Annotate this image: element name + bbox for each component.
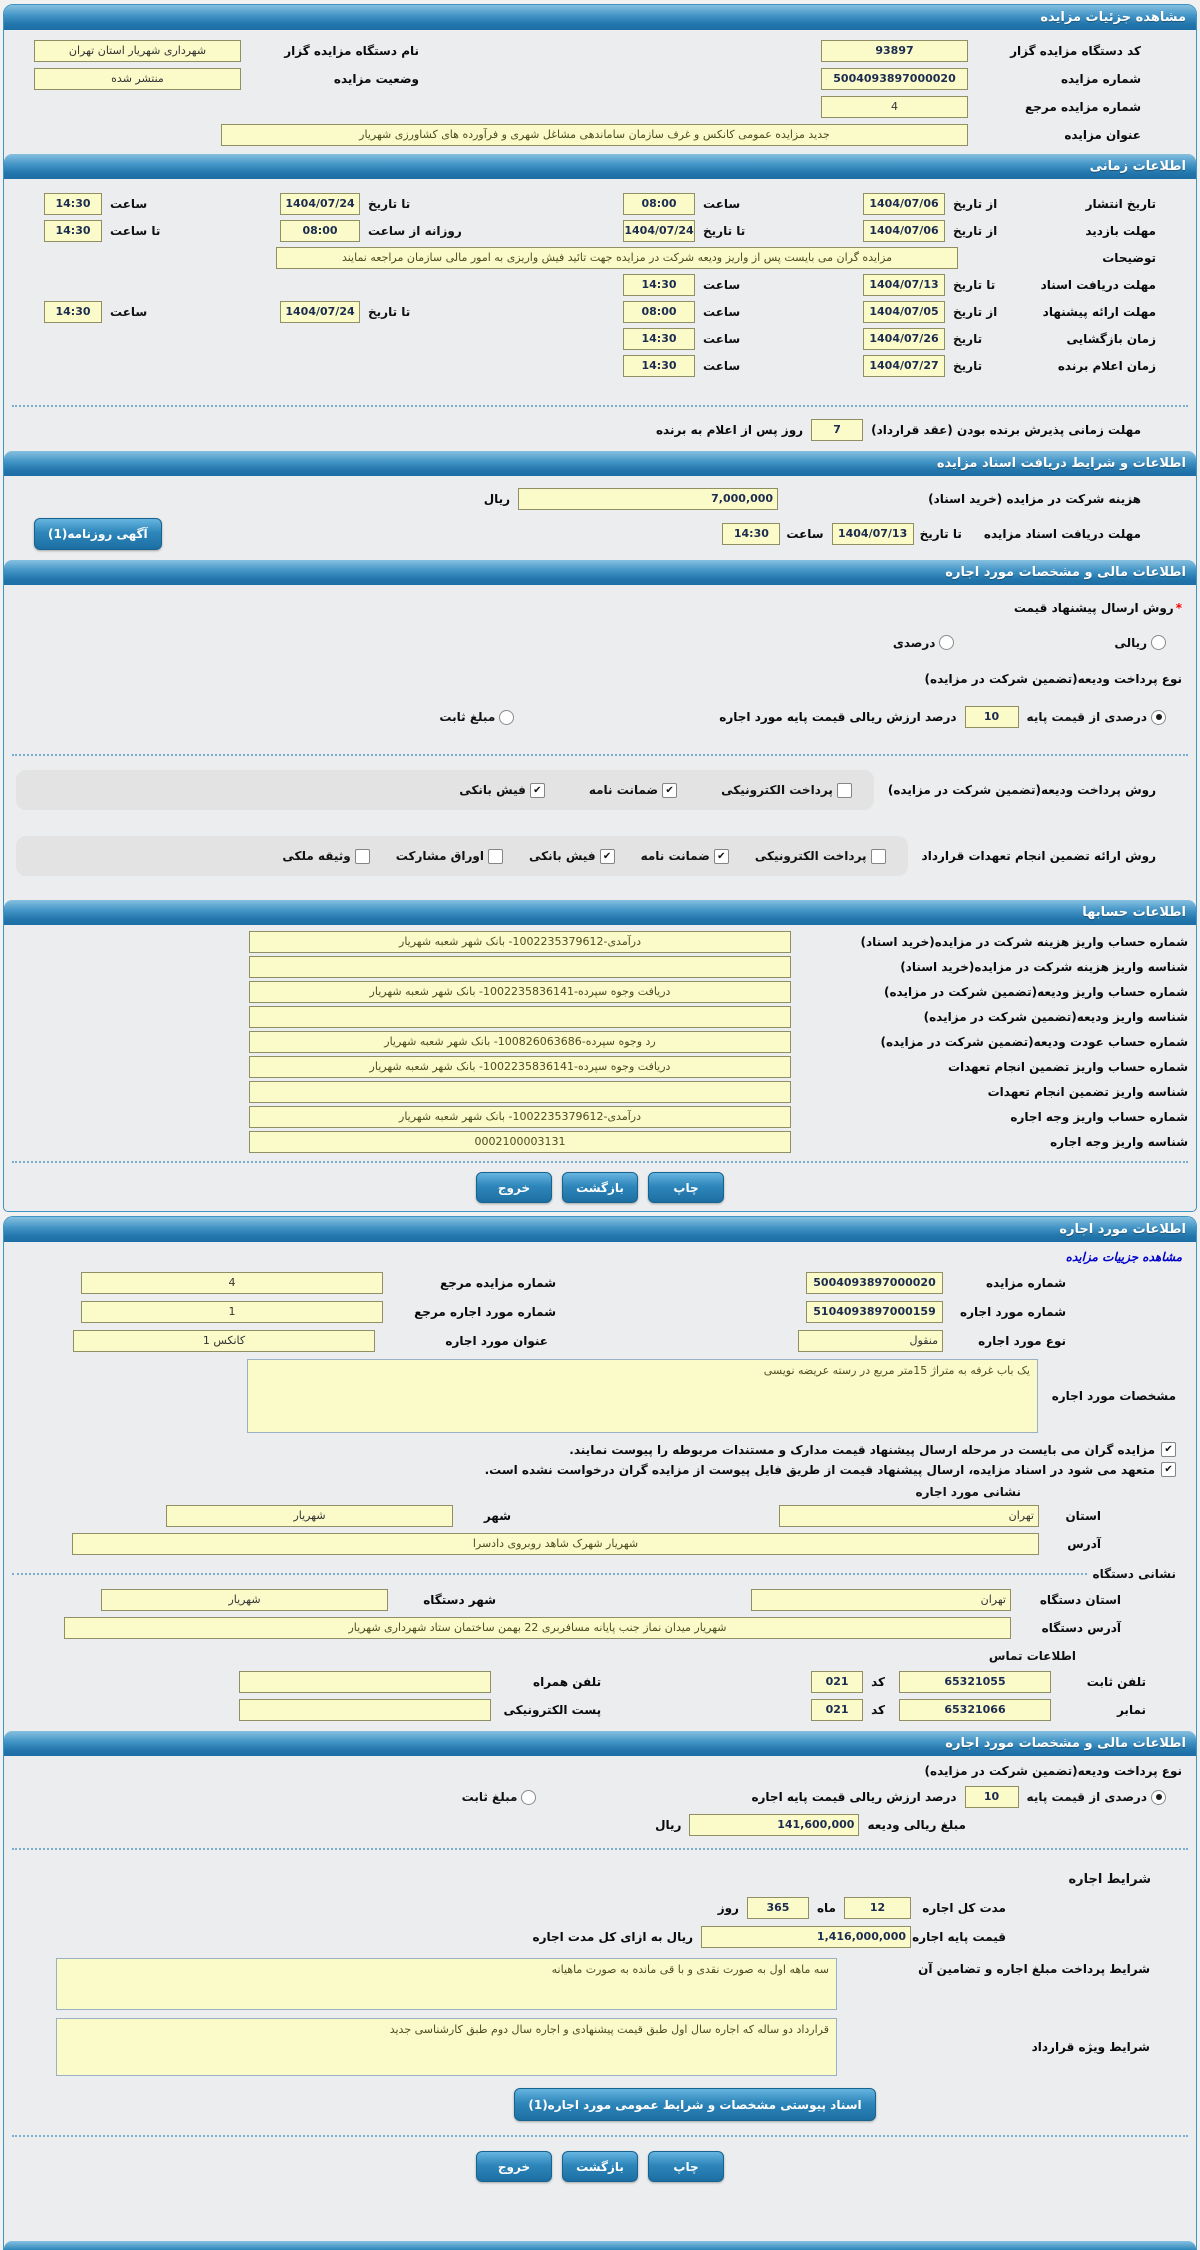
base-price-suffix: ریال به ازای کل مدت اجاره [532, 1930, 693, 1944]
account-row [12, 1081, 1188, 1103]
deposit-amount-label: مبلغ ریالی ودیعه [867, 1818, 966, 1832]
row-org-address [4, 1617, 1121, 1639]
item-ref-label: شماره مورد اجاره مرجع [414, 1305, 556, 1319]
docs-deadline-label: مهلت دریافت اسناد مزایده [983, 527, 1141, 541]
time-row-offer [4, 301, 1156, 323]
date-word: تا تاریخ [953, 278, 996, 292]
fee-field[interactable]: 7,000,000 [518, 488, 778, 510]
checkbox-option[interactable] [396, 849, 503, 864]
account-row [12, 1106, 1188, 1128]
row-deposit-type [4, 672, 1182, 686]
accounts-list [4, 931, 1196, 1153]
fixed-amount-option[interactable] [439, 710, 514, 725]
time-row-label: مهلت ارائه پیشنهاد [1042, 305, 1156, 319]
fee-unit: ریال [483, 492, 511, 506]
date-field[interactable]: 1404/07/27 [863, 355, 945, 377]
deposit-method-band [16, 770, 874, 810]
account-label: شناسه واریز ودیعه(تضمین شرکت در مزایده) [923, 1010, 1188, 1024]
checkbox-option[interactable] [641, 849, 729, 864]
address-label: آدرس [1067, 1537, 1101, 1551]
account-field[interactable]: دریافت وجوه سپرده-1002235836141- بانک شهر شعبه شهریار [249, 981, 791, 1003]
account-label: شناسه واریز وجه اجاره [1050, 1135, 1188, 1149]
checkbox-label: اوراق مشارکت [395, 849, 485, 863]
mobile-field[interactable] [239, 1671, 491, 1693]
accept-days-field[interactable]: 7 [811, 419, 863, 441]
time-row-label: تاریخ انتشار [1085, 197, 1156, 211]
account-field[interactable] [249, 1081, 791, 1103]
date-word: از تاریخ [953, 305, 998, 319]
row-deposit-type-2 [4, 1764, 1182, 1778]
percent-suffix-label-2: درصد ارزش ریالی قیمت پایه اجاره [751, 1790, 957, 1804]
description-field[interactable]: مزایده گران می بایست پس از واریز ودیعه شرکت در مزایده جهت تائید فیش واریزی به امور مالی سازمان مراجعه نمایند [276, 247, 958, 269]
auction-ref-field[interactable]: 4 [81, 1272, 383, 1294]
row-lease-duration [4, 1897, 1006, 1919]
date-field[interactable]: 1404/07/06 [863, 220, 945, 242]
province-field[interactable]: تهران [779, 1505, 1039, 1527]
item-no-field[interactable]: 5104093897000159 [806, 1301, 943, 1323]
row-auction-numbers [34, 1272, 1066, 1294]
lease-terms-title: شرایط اجاره [1068, 1872, 1151, 1887]
date-field[interactable]: 1404/07/06 [863, 193, 945, 215]
contact-header [4, 1649, 1076, 1663]
deposit-method-label: روش پرداخت ودیعه(تضمین شرکت در مزایده) [887, 783, 1156, 797]
item-address-header [4, 1485, 1021, 1499]
account-row [12, 956, 1188, 978]
mobile-label: تلفن همراه [533, 1675, 602, 1689]
percent-of-base-option[interactable] [1027, 710, 1166, 725]
deposit-percent-field[interactable]: 10 [965, 706, 1019, 728]
no-file-required-checkbox[interactable] [1161, 1462, 1176, 1477]
auction-number-label: شماره مزایده [1060, 72, 1141, 86]
exit-button[interactable]: خروج [476, 1172, 552, 1203]
org-province-field[interactable]: تهران [751, 1589, 1011, 1611]
checkbox-label: پرداخت الکترونیکی [754, 849, 867, 863]
docs-section-title: اطلاعات و شرایط دریافت اسناد مزایده [936, 456, 1186, 471]
print-button[interactable]: چاپ [648, 2151, 724, 2182]
accept-deadline-suffix: روز پس از اعلام به برنده [655, 423, 804, 437]
separator [12, 405, 1188, 407]
time-field[interactable]: 14:30 [623, 355, 695, 377]
percent-of-base-radio-2[interactable] [1151, 1790, 1166, 1805]
checkbox-option[interactable] [721, 783, 852, 798]
accounts-section-bar [4, 900, 1196, 925]
description-label: توضیحات [1102, 251, 1156, 265]
row-participation-fee [34, 488, 1141, 510]
date-word: تا تاریخ [368, 197, 411, 211]
fax-field[interactable]: 65321066 [899, 1699, 1051, 1721]
account-field[interactable]: درآمدی-1002235379612- بانک شهر شعبه شهریار [249, 1106, 791, 1128]
time-section-bar [4, 154, 1196, 179]
row-auction-title [34, 124, 1141, 146]
time-row-label: مهلت دریافت اسناد [1040, 278, 1156, 292]
fixed-amount-radio-2[interactable] [521, 1790, 536, 1805]
time-section-title: اطلاعات زمانی [1089, 159, 1186, 174]
percent-suffix-label: درصد ارزش ریالی قیمت پایه مورد اجاره [719, 710, 957, 724]
date-field[interactable]: 1404/07/05 [863, 301, 945, 323]
account-label: شماره حساب عودت ودیعه(تضمین شرکت در مزایده) [880, 1035, 1188, 1049]
base-price-label: قیمت پایه اجاره [912, 1930, 1006, 1944]
account-field[interactable] [249, 956, 791, 978]
payment-terms-textarea[interactable]: سه ماهه اول به صورت نقدی و با قی مانده به صورت ماهیانه [56, 1958, 837, 2010]
financial-section-title: اطلاعات مالی و مشخصات مورد اجاره [945, 565, 1186, 580]
deposit-amount-field[interactable]: 141,600,000 [689, 1814, 859, 1836]
hour-word: ساعت [703, 305, 741, 319]
item-no-label: شماره مورد اجاره [960, 1305, 1066, 1319]
percent-of-base-label: درصدی از قیمت پایه [1026, 710, 1147, 724]
required-asterisk: * [1175, 601, 1182, 615]
hour-word: روزانه از ساعت [368, 224, 462, 238]
org-address-header [4, 1567, 1176, 1581]
date-word: تاریخ [953, 332, 983, 346]
date-word: تا تاریخ [703, 224, 746, 238]
auction-details-panel [3, 4, 1197, 1212]
guarantee-letter-checkbox[interactable] [714, 849, 729, 864]
account-label: شماره حساب واریز ودیعه(تضمین شرکت در مزایده) [883, 985, 1188, 999]
row-item-specs [4, 1359, 1176, 1433]
separator [12, 1848, 1188, 1850]
org-city-field[interactable]: شهریار [101, 1589, 388, 1611]
separator [12, 1573, 1087, 1575]
account-field[interactable]: دریافت وجوه سپرده-1002235836141- بانک شهر شعبه شهریار [249, 1056, 791, 1078]
row-attachments [4, 2088, 1196, 2121]
fee-label: هزینه شرکت در مزایده (خرید اسناد) [928, 492, 1141, 506]
date-word: از تاریخ [953, 197, 998, 211]
percent-of-base-radio[interactable] [1151, 710, 1166, 725]
separator [12, 754, 1188, 756]
time-row-opening [4, 328, 1156, 350]
footer-bar [4, 2241, 1196, 2250]
email-field[interactable] [239, 1699, 491, 1721]
row-view-link [4, 1250, 1182, 1264]
fixed-amount-radio[interactable] [499, 710, 514, 725]
bonds-checkbox[interactable] [488, 849, 503, 864]
account-field[interactable] [249, 1006, 791, 1028]
panel2-actions [4, 2151, 1196, 2182]
account-field[interactable]: 0002100003131 [249, 1131, 791, 1153]
row-deposit-amount [4, 1814, 966, 1836]
row-accept-deadline [4, 419, 1141, 441]
auction-number-field[interactable]: 5004093897000020 [821, 68, 968, 90]
time-row-label: مهلت بازدید [1085, 224, 1156, 238]
rial-unit: ریال [655, 1818, 682, 1832]
hour-word: ساعت [110, 305, 148, 319]
fixed-amount-option-2[interactable] [462, 1790, 537, 1805]
docs-deadline-date-field[interactable]: 1404/07/13 [832, 523, 914, 545]
guarantee-method-label: روش ارائه تضمین انجام تعهدات قرارداد [921, 849, 1156, 863]
date-field[interactable]: 1404/07/24 [280, 301, 360, 323]
auction-status-pair [34, 68, 419, 90]
lease-terms-header [4, 1872, 1151, 1887]
checkbox-option[interactable] [755, 849, 886, 864]
item-type-label: نوع مورد اجاره [978, 1334, 1066, 1348]
email-label: پست الکترونیکی [503, 1703, 602, 1717]
months-field[interactable]: 12 [844, 1897, 911, 1919]
time-field[interactable]: 14:30 [44, 220, 102, 242]
financial-section-bar [4, 560, 1196, 585]
panel1-title-bar [4, 5, 1196, 30]
item-address-title: نشانی مورد اجاره [915, 1485, 1021, 1499]
separator [12, 2135, 1188, 2137]
row-item-numbers [34, 1301, 1066, 1323]
org-city-label: شهر دستگاه [423, 1593, 496, 1607]
hour-word: ساعت [703, 278, 741, 292]
row-statement-1 [4, 1442, 1176, 1457]
item-title-label: عنوان مورد اجاره [445, 1334, 548, 1348]
time-row-description [4, 247, 1156, 269]
city-field[interactable]: شهریار [166, 1505, 453, 1527]
account-label: شناسه واریز هزینه شرکت در مزایده(خرید اسناد) [900, 960, 1188, 974]
back-button[interactable]: بازگشت [562, 1172, 638, 1203]
account-row [12, 1056, 1188, 1078]
deposit-percent-field-2[interactable]: 10 [965, 1786, 1019, 1808]
row-auction-number [34, 68, 1141, 90]
time-row-label: زمان بازگشایی [1066, 332, 1156, 346]
accept-deadline-label: مهلت زمانی پذیرش برنده بودن (عقد قرارداد) [871, 423, 1141, 437]
property-collateral-checkbox[interactable] [355, 849, 370, 864]
province-label: استان [1065, 1509, 1101, 1523]
checkbox-option[interactable] [282, 849, 369, 864]
org-address-field[interactable]: شهریار میدان نماز جنب پایانه مسافربری 22 بهمن ساختمان ستاد شهرداری شهریار [64, 1617, 1011, 1639]
code-label: کد [871, 1675, 885, 1689]
date-word: تاریخ [953, 359, 983, 373]
special-terms-label: شرایط ویژه قرارداد [1031, 2040, 1150, 2054]
days-field[interactable]: 365 [747, 1897, 809, 1919]
date-word: تا تاریخ [919, 527, 962, 541]
row-send-method-options [4, 635, 1166, 650]
date-word: تا تاریخ [368, 305, 411, 319]
row-base-price [4, 1926, 1006, 1948]
checkbox-label: فیش بانکی [529, 849, 596, 863]
row-guarantee-method [16, 836, 1156, 876]
fax-code-field[interactable]: 021 [811, 1699, 863, 1721]
code-label: کد [871, 1703, 885, 1717]
date-field[interactable]: 1404/07/13 [863, 274, 945, 296]
agency-name-pair [34, 40, 419, 62]
rial-radio-label: ریالی [1114, 635, 1147, 650]
back-button[interactable]: بازگشت [562, 2151, 638, 2182]
time-row-winner [4, 355, 1156, 377]
percent-radio-option[interactable] [893, 635, 955, 650]
panel2-title-bar [4, 1217, 1196, 1242]
auction-status-field[interactable]: منتشر شده [34, 68, 241, 90]
date-field[interactable]: 1404/07/24 [623, 220, 695, 242]
special-terms-textarea[interactable]: قرارداد دو ساله که اجاره سال اول طبق قیمت پیشنهادی و اجاره سال دوم طبق کارشناسی جدید [56, 2018, 837, 2076]
account-row [12, 931, 1188, 953]
hour-word: تا ساعت [110, 224, 161, 238]
hour-word: ساعت [703, 359, 741, 373]
checkbox-label: ضمانت نامه [640, 849, 710, 863]
hour-word: ساعت [110, 197, 148, 211]
org-province-label: استان دستگاه [1039, 1593, 1121, 1607]
auction-title-label: عنوان مزایده [1064, 128, 1141, 142]
docs-section-bar [4, 451, 1196, 476]
newspaper-ad-button[interactable]: آگهی روزنامه(1) [34, 518, 162, 550]
time-row-label: زمان اعلام برنده [1057, 359, 1156, 373]
time-row-docs-deadline [4, 274, 1156, 296]
row-phone [4, 1671, 1146, 1693]
account-row [12, 981, 1188, 1003]
auction-ref-label: شماره مزایده مرجع [440, 1276, 556, 1290]
row-send-method [4, 601, 1182, 615]
percent-of-base-option-2[interactable] [1027, 1790, 1166, 1805]
row-agency-code [34, 40, 1141, 62]
panel1-actions [4, 1172, 1196, 1203]
agency-name-field[interactable]: شهرداری شهریار استان تهران [34, 40, 241, 62]
panel2-financial-title: اطلاعات مالی و مشخصات مورد اجاره [945, 1736, 1186, 1751]
item-ref-field[interactable]: 1 [81, 1301, 383, 1323]
account-row [12, 1006, 1188, 1028]
statement-text: مزایده گران می بایست در مرحله ارسال پیشنهاد قیمت مدارک و مستندات مربوطه را پیوست نمایند. [569, 1442, 1155, 1457]
item-specs-textarea[interactable]: یک باب غرفه به متراژ 15متر مربع در رسته عریضه نویسی [247, 1359, 1038, 1433]
time-row-visit [4, 220, 1156, 242]
account-field[interactable]: درآمدی-1002235379612- بانک شهر شعبه شهریار [249, 931, 791, 953]
page-title: مشاهده جزئیات مزایده [1040, 10, 1186, 25]
item-type-field[interactable]: منقول [798, 1330, 943, 1352]
phone-label: تلفن ثابت [1086, 1675, 1146, 1689]
bank-slip-checkbox[interactable] [600, 849, 615, 864]
time-field[interactable]: 08:00 [623, 301, 695, 323]
row-item-address [4, 1533, 1101, 1555]
date-word: از تاریخ [953, 224, 998, 238]
hour-word: ساعت [703, 197, 741, 211]
row-fax [4, 1699, 1146, 1721]
row-item-province-city [4, 1505, 1101, 1527]
time-field[interactable]: 14:30 [44, 301, 102, 323]
date-field[interactable]: 1404/07/26 [863, 328, 945, 350]
panel2-financial-bar [4, 1731, 1196, 1756]
item-specs-label: مشخصات مورد اجاره [1051, 1389, 1176, 1403]
account-field[interactable]: رد وجوه سپرده-100826063686- بانک شهر شعبه شهریار [249, 1031, 791, 1053]
row-auction-ref [34, 96, 1141, 118]
electronic-payment-checkbox[interactable] [871, 849, 886, 864]
item-title-field[interactable]: کانکس 1 [73, 1330, 375, 1352]
account-label: شماره حساب واریز تضمین انجام تعهدات [947, 1060, 1188, 1074]
auction-title-field[interactable]: جدید مزایده عمومی کانکس و غرف سازمان ساماندهی مشاغل شهری و فرآورده های کشاورزی شهریار [221, 124, 968, 146]
fax-label: نمابر [1116, 1703, 1146, 1717]
hour-word: ساعت [786, 527, 824, 541]
row-deposit-method [16, 770, 1156, 810]
panel2-title: اطلاعات مورد اجاره [1059, 1222, 1186, 1237]
org-address-title: نشانی دستگاه [1092, 1567, 1176, 1581]
auction-ref-field[interactable]: 4 [821, 96, 968, 118]
account-label: شناسه واریز تضمین انجام تعهدات [987, 1085, 1188, 1099]
account-row [12, 1131, 1188, 1153]
fixed-amount-label: مبلغ ثابت [439, 710, 496, 724]
docs-deadline-time-field[interactable]: 14:30 [722, 523, 780, 545]
statement-text: متعهد می شود در اسناد مزایده، ارسال پیشنهاد قیمت از طریق فایل پیوست از مزایده گران درخواست نشده است. [484, 1462, 1155, 1477]
checkbox-option[interactable] [529, 849, 615, 864]
auction-ref-label: شماره مزایده مرجع [1025, 100, 1141, 114]
phone-field[interactable]: 65321055 [899, 1671, 1051, 1693]
guarantee-method-band [16, 836, 908, 876]
attachments-button[interactable]: اسناد پیوستی مشخصات و شرایط عمومی مورد اجاره(1) [514, 2088, 875, 2121]
city-label: شهر [483, 1509, 511, 1523]
bank-slip-checkbox[interactable] [530, 783, 545, 798]
rial-radio[interactable] [1151, 635, 1166, 650]
row-deposit-type-options [4, 706, 1166, 728]
auction-status-label: وضعیت مزایده [333, 72, 419, 86]
checkbox-option[interactable] [459, 783, 545, 798]
hour-word: ساعت [703, 332, 741, 346]
attach-docs-checkbox[interactable] [1161, 1442, 1176, 1457]
row-special-terms [4, 2018, 1150, 2076]
deposit-type-label-2: نوع پرداخت ودیعه(تضمین شرکت در مزایده) [924, 1764, 1182, 1778]
time-field[interactable]: 08:00 [280, 220, 360, 242]
row-docs-deadline [34, 518, 1141, 550]
time-field[interactable]: 14:30 [44, 193, 102, 215]
duration-label: مدت کل اجاره [922, 1901, 1006, 1915]
guarantee-letter-checkbox[interactable] [662, 783, 677, 798]
electronic-payment-checkbox[interactable] [837, 783, 852, 798]
send-method-label: روش ارسال پیشنهاد قیمت [1013, 601, 1174, 615]
rial-radio-option[interactable] [1114, 635, 1166, 650]
day-word: روز [717, 1901, 739, 1915]
auction-no-field[interactable]: 5004093897000020 [806, 1272, 943, 1294]
account-label: شماره حساب واریز وجه اجاره [1010, 1110, 1188, 1124]
checkbox-label: وثیقه ملکی [282, 849, 351, 863]
time-field[interactable]: 14:30 [623, 328, 695, 350]
agency-code-label: کد دستگاه مزایده گزار [1010, 44, 1141, 58]
lease-item-panel [3, 1216, 1197, 2250]
row-org-province-city [4, 1589, 1121, 1611]
checkbox-label: پرداخت الکترونیکی [721, 783, 833, 797]
exit-button[interactable]: خروج [476, 2151, 552, 2182]
deposit-type-label: نوع پرداخت ودیعه(تضمین شرکت در مزایده) [924, 672, 1182, 686]
account-row [12, 1031, 1188, 1053]
separator [12, 1161, 1188, 1163]
row-statement-2 [4, 1462, 1176, 1477]
accounts-section-title: اطلاعات حسابها [1082, 905, 1186, 920]
row-payment-terms [4, 1958, 1150, 2010]
print-button[interactable]: چاپ [648, 1172, 724, 1203]
checkbox-label: ضمانت نامه [588, 783, 659, 797]
org-address-label: آدرس دستگاه [1041, 1621, 1121, 1635]
time-field[interactable]: 14:30 [623, 274, 695, 296]
checkbox-label: فیش بانکی [459, 783, 526, 797]
contact-title: اطلاعات تماس [988, 1649, 1076, 1663]
time-field[interactable]: 08:00 [623, 193, 695, 215]
date-field[interactable]: 1404/07/24 [280, 193, 360, 215]
percent-of-base-label-2: درصدی از قیمت پایه [1026, 1790, 1147, 1804]
time-row-publish [4, 193, 1156, 215]
base-price-field[interactable]: 1,416,000,000 [701, 1926, 911, 1948]
percent-radio-label: درصدی [892, 635, 936, 650]
phone-code-field[interactable]: 021 [811, 1671, 863, 1693]
auction-no-label: شماره مزایده [985, 1276, 1066, 1290]
percent-radio[interactable] [939, 635, 954, 650]
address-field[interactable]: شهریار شهرک شاهد روبروی دادسرا [72, 1533, 1039, 1555]
account-label: شماره حساب واریز هزینه شرکت در مزایده(خرید اسناد) [860, 935, 1188, 949]
row-deposit-type-options-2 [4, 1786, 1166, 1808]
month-word: ماه [816, 1901, 836, 1915]
payment-terms-label: شرایط پرداخت مبلغ اجاره و تضامین آن [918, 1962, 1150, 1976]
fixed-amount-label-2: مبلغ ثابت [461, 1790, 518, 1804]
checkbox-option[interactable] [589, 783, 677, 798]
agency-code-field[interactable]: 93897 [821, 40, 968, 62]
row-item-type-title [34, 1330, 1066, 1352]
view-auction-details-link[interactable]: مشاهده جزییات مزایده [1065, 1250, 1182, 1264]
agency-name-label: نام دستگاه مزایده گزار [284, 44, 419, 58]
